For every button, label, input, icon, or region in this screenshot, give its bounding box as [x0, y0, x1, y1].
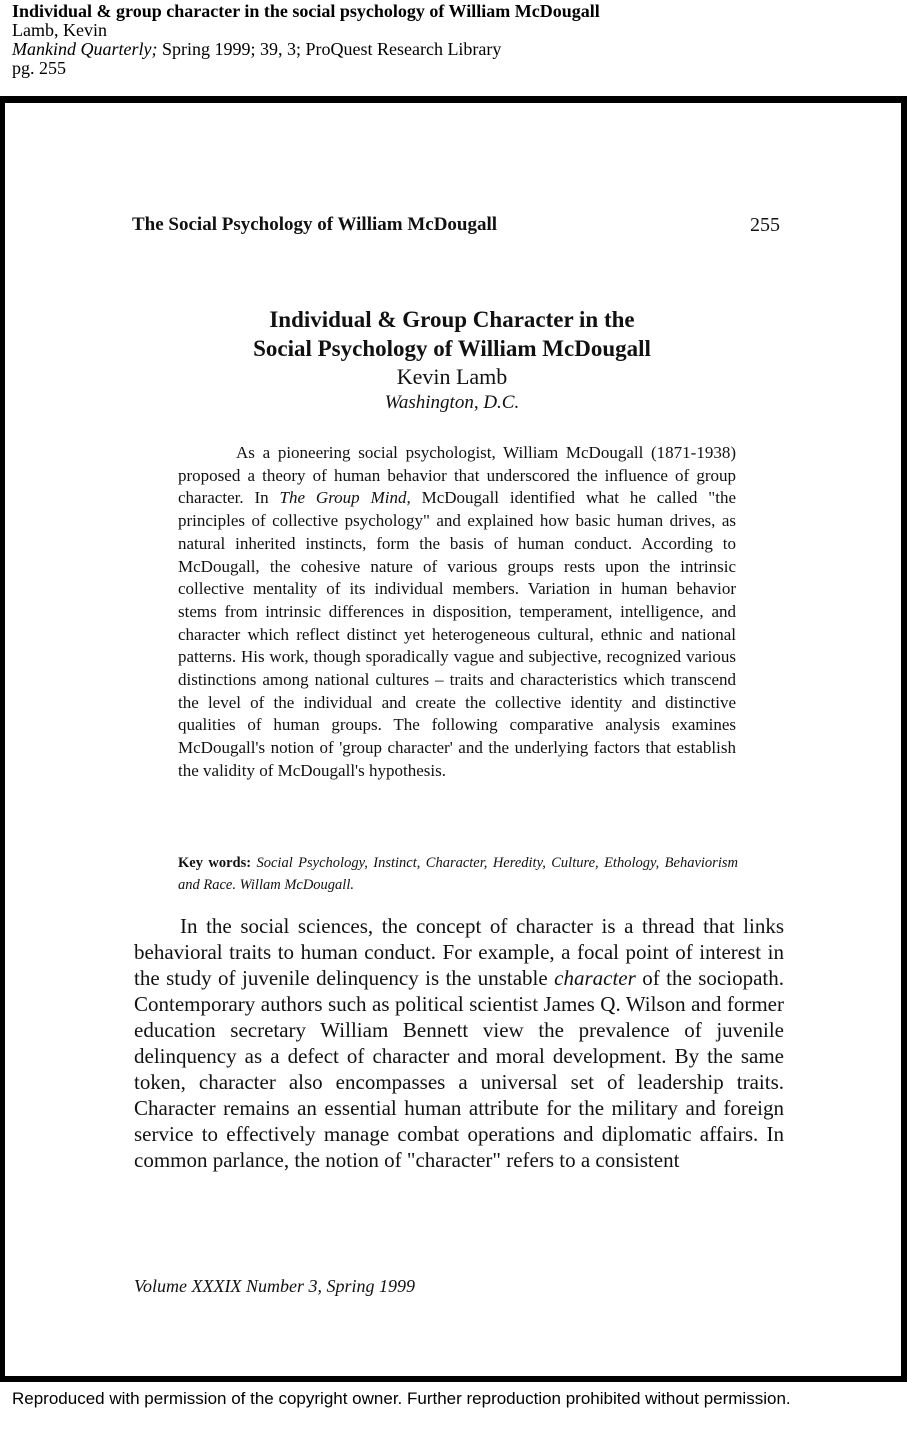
- body-part-2: of the sociopath. Contemporary authors such as political scientist James Q. Wilson and former education secretary William Bennett view the prevalence of juvenile delinquency as a defect of character and moral development. By the same token, character also encompasses a universal set of leadership traits. Character remains an essential human attribute for the military and foreign service to effectively manage combat operations and diplomatic affairs. In common parlance, the notion of "character" refers to a consistent: [134, 966, 784, 1172]
- article-title-line-1: Individual & Group Character in the: [269, 307, 635, 332]
- cover-title: Individual & group character in the social psychology of William McDougall: [12, 1, 600, 21]
- permission-notice: Reproduced with permission of the copyright owner. Further reproduction prohibited without permission.: [12, 1389, 791, 1408]
- article-title-line-2: Social Psychology of William McDougall: [253, 336, 651, 361]
- cover-page: pg. 255: [12, 58, 66, 78]
- cover-citation-rest: Spring 1999; 39, 3; ProQuest Research Library: [157, 39, 502, 59]
- running-head-title: The Social Psychology of William McDougall: [132, 214, 498, 235]
- keywords: Key words: Social Psychology, Instinct, Character, Heredity, Culture, Ethology, Behaviorism and Race. Willam McDougall.: [178, 855, 738, 893]
- running-head: [132, 214, 780, 237]
- page-number: 255: [750, 214, 780, 236]
- abstract: [178, 442, 736, 783]
- body-italic-word: character: [554, 966, 636, 990]
- abstract-part-1: As a pioneering social psychologist, William McDougall (1871-1938) proposed a theory of human behavior that underscored the influence of group character. In: [178, 443, 736, 508]
- keywords-text: Social Psychology, Instinct, Character, Heredity, Culture, Ethology, Behaviorism and Race. Willam McDougall.: [178, 855, 738, 893]
- keywords-label: Key words: [178, 855, 247, 871]
- body-paragraph: [134, 913, 784, 1173]
- cover-author: Lamb, Kevin: [12, 20, 107, 40]
- volume-footer: Volume XXXIX Number 3, Spring 1999: [134, 1276, 415, 1296]
- article-affiliation: Washington, D.C.: [384, 392, 520, 413]
- abstract-book-title: The Group Mind,: [279, 488, 411, 508]
- article-title: [132, 305, 772, 363]
- cover-sheet-header: [12, 2, 600, 78]
- cover-citation: [12, 40, 600, 59]
- abstract-part-2: McDougall identified what he called "the principles of collective psychology" and explained how basic human drives, as natural inherited instincts, form the basis of human conduct. According to McDougall, the cohesive nature of various groups rests upon the intrinsic collective mentality of its individual members. Variation in human behavior stems from intrinsic differences in disposition, temperament, intelligence, and character which reflect distinct yet heterogeneous cultural, ethnic and national patterns. His work, though sporadically vague and subjective, recognized various distinctions among national cultures – traits and characteristics which transcend the level of the individual and create the collective identity and distinctive qualities of human groups. The following comparative analysis examines McDougall's notion of 'group character' and the underlying factors that establish the validity of McDougall's hypothesis.: [178, 488, 736, 780]
- body-part-1: In the social sciences, the concept of character is a thread that links behavioral traits to human conduct. For example, a focal point of interest in the study of juvenile delinquency is the unstable: [134, 914, 784, 990]
- article-author: Kevin Lamb: [396, 364, 508, 389]
- cover-journal: Mankind Quarterly;: [12, 39, 158, 59]
